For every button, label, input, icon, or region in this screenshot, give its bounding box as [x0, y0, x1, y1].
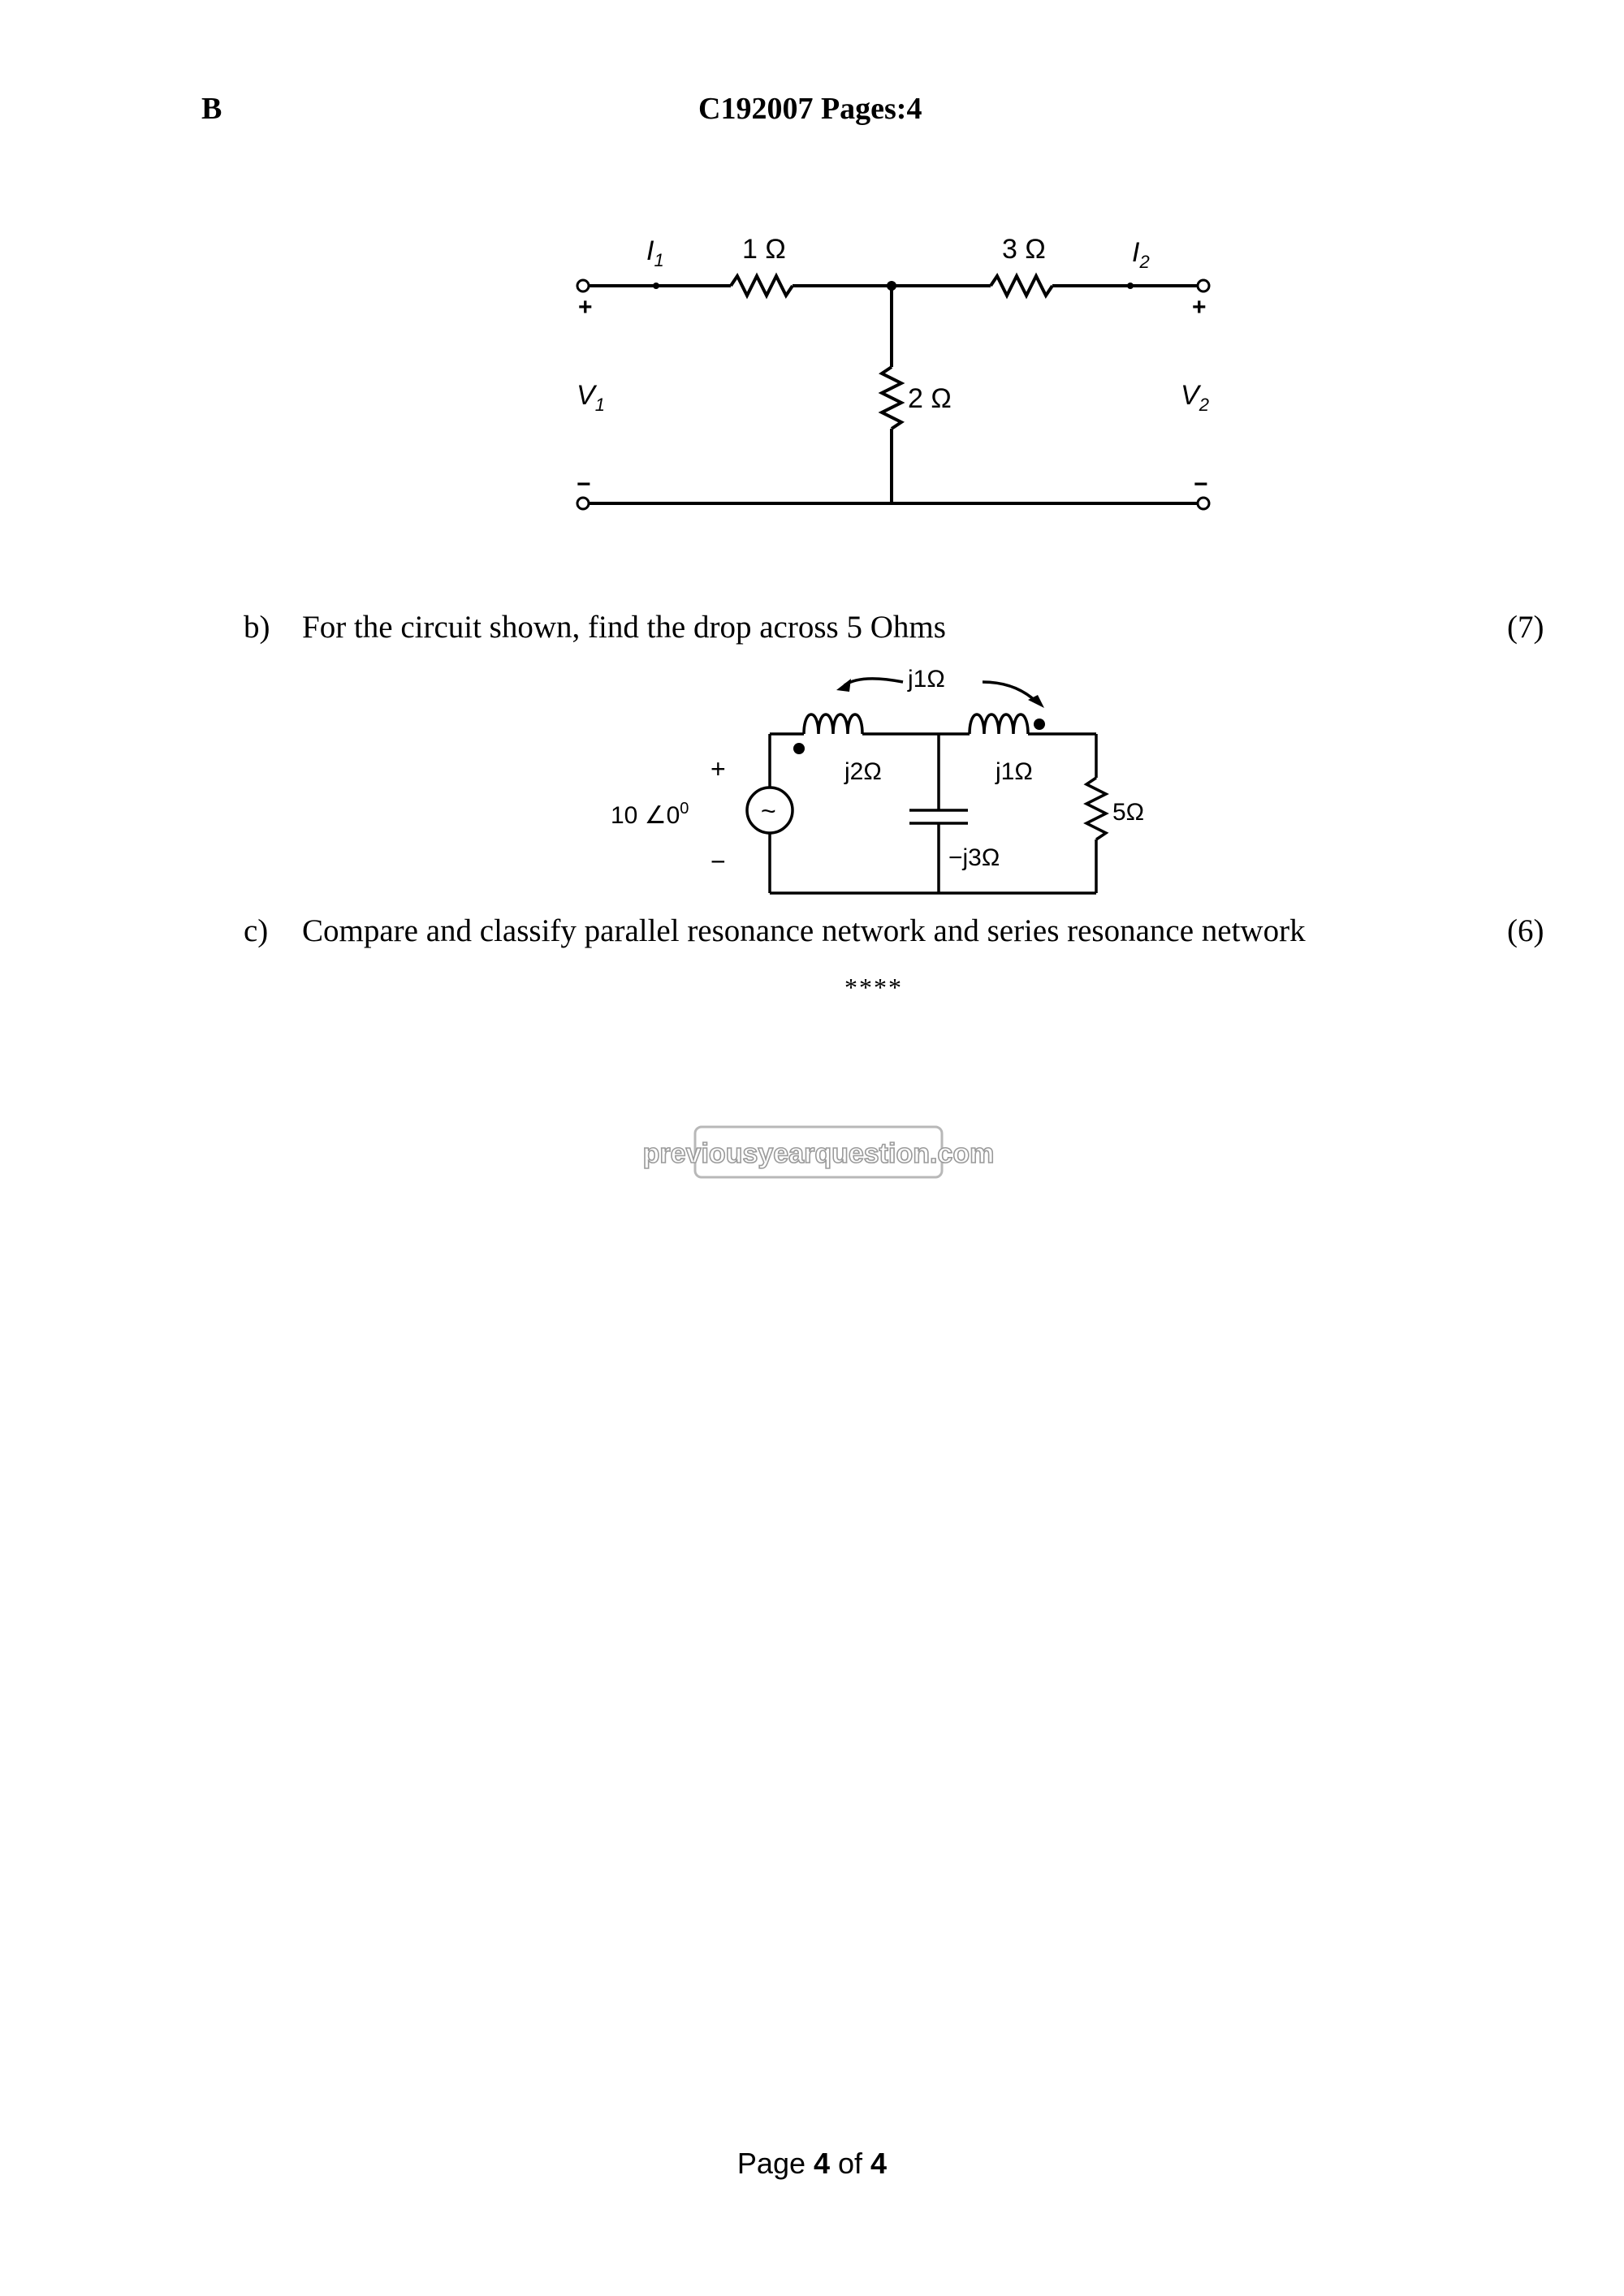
terminal-1-minus	[577, 498, 589, 509]
resistor-2ohm-label: 2 Ω	[908, 383, 952, 414]
source-value-label: 10 $\angle 0^0$	[611, 800, 689, 829]
watermark-logo	[642, 1114, 995, 1190]
terminal-2-minus	[1198, 498, 1209, 509]
footer-prefix: Page	[736, 2147, 814, 2180]
series-label: B	[201, 92, 222, 126]
paper-code-header: C192007 Pages:4	[698, 92, 922, 126]
coupled-inductor-circuit	[601, 650, 1153, 909]
current-i2-label: $I_2$	[1132, 237, 1150, 272]
question-b-text: For the circuit shown, find the drop across 5 Ohms	[302, 610, 946, 645]
v1-minus-sign: −	[577, 471, 591, 498]
resistor-1ohm-label: 1 Ω	[742, 234, 786, 265]
terminal-2-plus	[1198, 280, 1209, 291]
question-b-marks: (7)	[1507, 610, 1544, 645]
current-i1-label: $I_1$	[646, 235, 664, 270]
mutual-inductance-label: j1Ω	[908, 666, 945, 693]
voltage-v1-label: $V_1$	[577, 380, 605, 415]
v2-minus-sign: −	[1194, 471, 1208, 498]
inductor-1-label: j2Ω	[844, 758, 882, 785]
source-minus-sign: −	[710, 847, 726, 876]
inductor-2-label: j1Ω	[996, 758, 1033, 785]
v2-plus-sign: +	[1192, 294, 1207, 321]
capacitor-label: −j3Ω	[948, 844, 1000, 871]
source-plus-sign: +	[710, 754, 726, 783]
svg-text:previousyearquestion.com: previousyearquestion.com	[642, 1138, 995, 1169]
question-c-text: Compare and classify parallel resonance network and series resonance network	[302, 913, 1306, 948]
question-b-label: b)	[244, 610, 270, 645]
page-footer	[0, 2147, 1624, 2181]
footer-middle: of	[830, 2147, 871, 2180]
footer-total-pages: 4	[870, 2147, 888, 2180]
resistor-5ohm-label: 5Ω	[1112, 799, 1145, 826]
resistor-3ohm-label: 3 Ω	[1002, 234, 1046, 265]
voltage-v2-label: $V_2$	[1181, 380, 1209, 415]
v1-plus-sign: +	[578, 294, 593, 321]
question-c-marks: (6)	[1507, 913, 1544, 948]
footer-current-page: 4	[813, 2147, 831, 2180]
ac-source-symbol: ~	[761, 796, 776, 826]
end-of-paper-mark: ****	[844, 973, 903, 1002]
terminal-1-plus	[577, 280, 589, 291]
t-network-circuit	[568, 219, 1218, 528]
question-c-label: c)	[244, 913, 269, 948]
